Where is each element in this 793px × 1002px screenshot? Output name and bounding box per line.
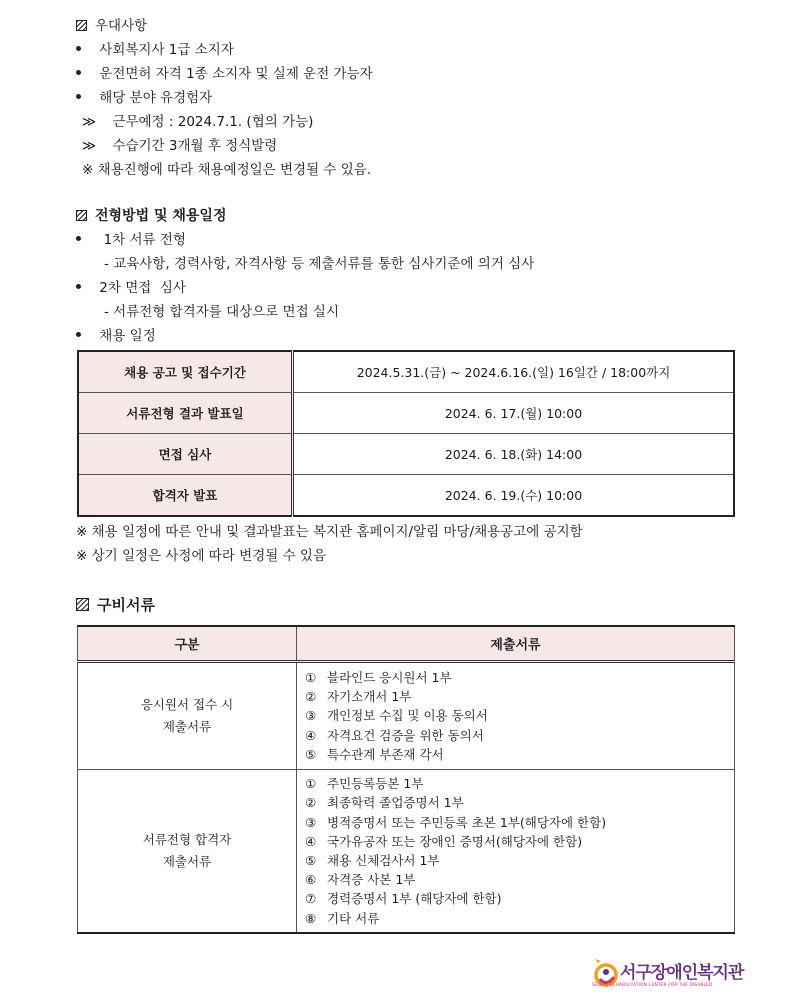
list-item: ③ 병적증명서 또는 주민등록 초본 1부(해당자에 한함) xyxy=(305,814,607,830)
hatched-box-icon xyxy=(76,210,87,221)
table-row xyxy=(78,393,734,434)
table-row xyxy=(78,770,735,934)
document-list xyxy=(297,662,735,770)
list-item: 사회복지사 1급 소지자 xyxy=(76,40,234,60)
schedule-value: 2024. 6. 18.(화) 14:00 xyxy=(293,434,735,475)
list-item: ≫ 근무예정 : 2024.7.1. (협의 가능) xyxy=(82,114,314,130)
logo-subtitle: SEOGU REHABILITATION CENTER FOR THE DISABLED xyxy=(592,983,713,988)
list-item: ② 자기소개서 1부 xyxy=(305,689,412,705)
schedule-label: 서류전형 결과 발표일 xyxy=(78,393,293,434)
documents-table xyxy=(77,625,735,934)
list-item: ③ 개인정보 수집 및 이용 동의서 xyxy=(305,708,488,724)
list-item: 1차 서류 전형 xyxy=(76,230,186,250)
schedule-value: 2024. 6. 19.(수) 10:00 xyxy=(293,475,735,517)
hatched-box-icon xyxy=(76,598,89,611)
bullet-icon xyxy=(76,46,81,51)
center-logo xyxy=(592,957,742,991)
list-item: ⑤ 채용 신체검사서 1부 xyxy=(305,853,440,868)
bullet-icon xyxy=(76,70,81,75)
list-item: ② 최종학력 졸업증명서 1부 xyxy=(305,795,464,811)
schedule-table xyxy=(77,350,735,517)
document-category: 응시원서 접수 시 제출서류 xyxy=(78,662,297,770)
list-item: ④ 자격요건 검증을 위한 동의서 xyxy=(305,727,484,743)
hatched-box-icon xyxy=(76,20,87,31)
list-item: 해당 분야 유경험자 xyxy=(76,88,212,108)
list-item: ⑦ 경력증명서 1부 (해당자에 한함) xyxy=(305,891,502,907)
step-description: - 교육사항, 경력사항, 자격사항 등 제출서류를 통한 심사기준에 의거 심사 xyxy=(104,256,535,272)
list-item: 2차 면접 심사 xyxy=(76,278,186,298)
list-item: ⑤ 특수관계 부존재 각서 xyxy=(305,746,444,762)
logo-title: 서구장애인복지관 xyxy=(620,963,744,983)
schedule-label: 채용 공고 및 접수기간 xyxy=(78,351,293,393)
table-header-row xyxy=(78,626,735,662)
schedule-note: ※ 채용 일정에 따른 안내 및 결과발표는 복지관 홈페이지/알림 마당/채용공고에 공지함 xyxy=(76,524,583,540)
document-list xyxy=(297,770,735,934)
schedule-note: ※ 상기 일정은 사정에 따라 변경될 수 있음 xyxy=(76,548,327,564)
documents-heading: 구비서류 xyxy=(76,595,155,615)
column-header-docs: 제출서류 xyxy=(297,626,735,662)
schedule-value: 2024.5.31.(금) ~ 2024.6.16.(일) 16일간 / 18:00까지 xyxy=(293,351,735,393)
double-arrow-icon: ≫ xyxy=(82,138,97,154)
list-item: ① 블라인드 응시원서 1부 xyxy=(305,669,452,685)
column-header-category: 구분 xyxy=(78,626,297,662)
list-item: 채용 일정 xyxy=(76,326,156,346)
selection-heading: 전형방법 및 채용일정 xyxy=(76,206,226,226)
list-item: ⑥ 자격증 사본 1부 xyxy=(305,872,416,888)
list-item: ④ 국가유공자 또는 장애인 증명서(해당자에 한함) xyxy=(305,833,583,849)
preference-heading: 우대사항 xyxy=(76,16,147,36)
preference-remark: ※ 채용진행에 따라 채용예정일은 변경될 수 있음. xyxy=(82,162,372,178)
list-item: ① 주민등록등본 1부 xyxy=(305,776,424,792)
bullet-icon xyxy=(76,284,81,289)
list-item: ⑧ 기타 서류 xyxy=(305,910,380,926)
table-row xyxy=(78,351,734,393)
list-item: 운전면허 자격 1종 소지자 및 실제 운전 가능자 xyxy=(76,64,373,84)
table-row xyxy=(78,475,734,517)
double-arrow-icon: ≫ xyxy=(82,114,97,130)
step-description: - 서류전형 합격자를 대상으로 면접 실시 xyxy=(104,304,339,320)
schedule-value: 2024. 6. 17.(월) 10:00 xyxy=(293,393,735,434)
schedule-label: 합격자 발표 xyxy=(78,475,293,517)
table-row xyxy=(78,662,735,770)
schedule-label: 면접 심사 xyxy=(78,434,293,475)
bullet-icon xyxy=(76,332,81,337)
bullet-icon xyxy=(76,236,81,241)
bullet-icon xyxy=(76,94,81,99)
table-row xyxy=(78,434,734,475)
document-category: 서류전형 합격자 제출서류 xyxy=(78,770,297,934)
list-item: ≫ 수습기간 3개월 후 정식발령 xyxy=(82,138,278,154)
